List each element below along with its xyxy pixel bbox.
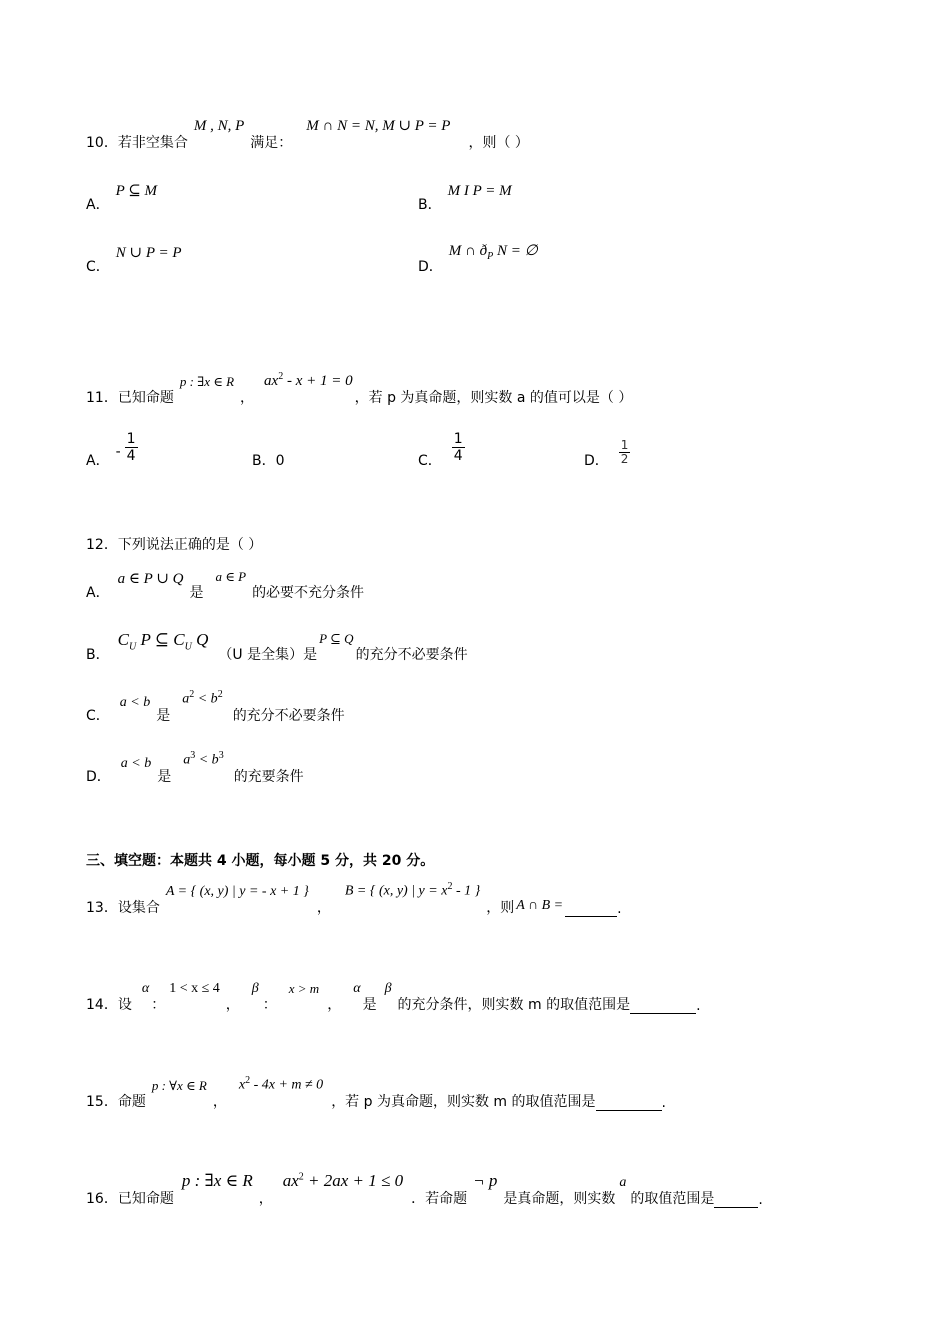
- q14-inequality-2: x > m: [288, 981, 320, 996]
- q11-separator: ，: [240, 390, 255, 406]
- superscript: 2: [298, 1171, 304, 1183]
- eq-part: + 2ax + 1 ≤ 0: [303, 1171, 404, 1190]
- q12-number: 12．: [86, 537, 118, 553]
- option-label: A．: [86, 453, 110, 469]
- q14-text-2: 是: [362, 997, 377, 1013]
- option-math: N ∪ P = P: [115, 245, 182, 261]
- q11-proposition: p : ∃x ∈ R: [179, 374, 235, 389]
- option-math: [449, 241, 538, 262]
- eq-part: - x + 1 = 0: [283, 373, 353, 389]
- q12-option-a[interactable]: [86, 569, 365, 602]
- q16-variable: a: [619, 1175, 627, 1190]
- c-symbol: C: [173, 629, 185, 649]
- p-part: P ⊆: [140, 629, 174, 649]
- q15-end: .: [661, 1095, 666, 1111]
- denominator: 4: [453, 448, 463, 464]
- q11-number: 11．: [86, 390, 118, 406]
- question-14: [86, 981, 701, 1014]
- beta-symbol: β: [384, 981, 392, 996]
- q16-text-1: 已知命题: [117, 1191, 174, 1207]
- q14-colon: ：: [151, 997, 166, 1013]
- q12-option-b[interactable]: [86, 629, 468, 664]
- u-subscript: U: [184, 641, 192, 652]
- alpha-symbol: α: [353, 981, 361, 996]
- option-math: a < b: [119, 695, 151, 710]
- option-text: 的充分不必要条件: [355, 647, 468, 663]
- set-part: B = { (x, y) | y = x: [344, 884, 448, 899]
- denominator: 2: [620, 452, 629, 466]
- math-part: < b: [195, 753, 219, 768]
- option-label: B．0: [252, 453, 285, 469]
- q10-option-c[interactable]: [86, 245, 188, 276]
- fraction: [125, 431, 138, 464]
- option-label: B．: [418, 197, 442, 213]
- complement-subscript: P: [487, 251, 494, 262]
- section-3-title: 三、填空题：本题共 4 小题，每小题 5 分，共 20 分。: [86, 853, 435, 869]
- fraction: [452, 431, 465, 464]
- q15-answer-blank[interactable]: [596, 1110, 662, 1111]
- option-text: 是: [157, 769, 172, 785]
- denominator: 4: [126, 448, 136, 464]
- eq-superscript: 2: [278, 371, 284, 382]
- q14-text-3: 的充分条件，则实数 m 的取值范围是: [397, 997, 631, 1013]
- q15-separator: ，: [212, 1094, 227, 1110]
- numerator: 1: [126, 431, 136, 447]
- q16-text-3: 是真命题，则实数: [503, 1191, 616, 1207]
- q16-number: 16．: [86, 1191, 118, 1207]
- c-symbol: C: [117, 629, 129, 649]
- option-math: M Ι P = M: [447, 183, 512, 199]
- option-math-main: M ∩ ð: [448, 243, 488, 259]
- option-math: P ⊆ M: [115, 183, 158, 199]
- option-label: C．: [86, 708, 110, 724]
- superscript: 2: [217, 689, 223, 701]
- option-label: C．: [418, 453, 442, 469]
- option-math: P ⊆ Q: [319, 631, 354, 646]
- q14-inequality-1: 1 < x ≤ 4: [169, 981, 220, 996]
- q10-condition: M ∩ N = N, M ∪ P = P: [306, 118, 451, 134]
- eq-part: x: [238, 1078, 246, 1093]
- q15-number: 15．: [86, 1094, 118, 1110]
- q16-separator: ，: [258, 1191, 273, 1207]
- q14-colon-2: ：: [262, 997, 277, 1013]
- q14-answer-blank[interactable]: [630, 1013, 696, 1014]
- option-text: 是: [189, 585, 204, 601]
- q15-proposition: p : ∀x ∈ R: [151, 1078, 207, 1093]
- q10-option-a[interactable]: [86, 183, 163, 214]
- q11-option-b[interactable]: [252, 446, 285, 470]
- option-label: D．: [86, 769, 111, 785]
- q10-option-d[interactable]: [418, 243, 544, 276]
- math-part: < b: [194, 692, 218, 707]
- q14-separator: ，: [225, 997, 240, 1013]
- q10-sets: M , N, P: [193, 118, 245, 134]
- q15-text-2: ，若 p 为真命题，则实数 m 的取值范围是: [331, 1094, 596, 1110]
- q14-separator-2: ，: [327, 997, 342, 1013]
- option-math: [182, 689, 222, 708]
- option-text: 的充分不必要条件: [232, 708, 345, 724]
- question-11: [86, 371, 633, 407]
- q14-number: 14．: [86, 997, 118, 1013]
- fraction: [619, 439, 631, 466]
- superscript: 2: [189, 689, 195, 701]
- q10-option-b[interactable]: [418, 183, 518, 214]
- question-12: [86, 530, 262, 554]
- q13-number: 13．: [86, 900, 118, 916]
- q16-proposition: p : ∃x ∈ R: [181, 1171, 253, 1190]
- option-label: A．: [86, 197, 110, 213]
- q11-option-d[interactable]: [584, 438, 630, 470]
- q13-end: .: [617, 901, 622, 917]
- q13-answer-blank[interactable]: [565, 916, 617, 917]
- minus-sign: -: [115, 444, 121, 460]
- q15-inequality: [239, 1075, 323, 1094]
- q10-text-1: 若非空集合: [117, 135, 188, 151]
- q14-text-1: 设: [117, 997, 132, 1013]
- q11-equation: [264, 371, 353, 390]
- q11-option-a[interactable]: [86, 431, 138, 470]
- q16-answer-blank[interactable]: [714, 1207, 758, 1208]
- option-text: （U 是全集）是: [218, 647, 318, 663]
- option-label: D．: [584, 453, 609, 469]
- q11-text-1: 已知命题: [117, 390, 174, 406]
- option-math: a ∈ P: [215, 569, 247, 584]
- set-part: - 1 }: [452, 884, 481, 899]
- option-math: a < b: [120, 756, 152, 771]
- beta-symbol: β: [251, 981, 259, 996]
- numerator: 1: [620, 438, 629, 452]
- option-math: [183, 750, 223, 769]
- q-part: Q: [196, 629, 209, 649]
- option-label: B．: [86, 647, 110, 663]
- option-text: 是: [156, 708, 171, 724]
- option-math: a ∈ P ∪ Q: [117, 571, 184, 587]
- question-13: [86, 881, 622, 917]
- eq-part: ax: [282, 1171, 299, 1190]
- alpha-symbol: α: [141, 981, 150, 996]
- q16-negation: ¬ p: [473, 1171, 498, 1190]
- u-subscript: U: [128, 641, 137, 652]
- complement-expression: [118, 630, 209, 652]
- q11-text-2: ，若 p 为真命题，则实数 a 的值可以是（ ）: [354, 390, 633, 406]
- q13-text-1: 设集合: [117, 900, 160, 916]
- q16-text-2: ．若命题: [411, 1191, 468, 1207]
- math-part: a: [183, 753, 191, 768]
- superscript: 3: [218, 750, 224, 762]
- q16-text-4: 的取值范围是: [630, 1191, 715, 1207]
- superscript: 3: [190, 750, 196, 762]
- q12-text: 下列说法正确的是（ ）: [117, 537, 263, 553]
- q10-number: 10．: [86, 135, 118, 151]
- q12-option-d[interactable]: [86, 750, 304, 786]
- q14-end: .: [696, 998, 701, 1014]
- option-label: D．: [418, 259, 443, 275]
- option-text: 的充要条件: [233, 769, 304, 785]
- option-text: 的必要不充分条件: [252, 585, 365, 601]
- math-part: a: [182, 692, 190, 707]
- question-10: [86, 118, 529, 152]
- q15-text-1: 命题: [117, 1094, 146, 1110]
- q13-set-b: [345, 881, 480, 900]
- option-label: C．: [86, 259, 110, 275]
- q13-separator: ，: [316, 900, 331, 916]
- eq-part: - 4x + m ≠ 0: [250, 1078, 324, 1093]
- q13-expression: A ∩ B =: [516, 898, 564, 913]
- numerator: 1: [453, 431, 463, 447]
- q11-option-c[interactable]: [418, 431, 465, 470]
- superscript: 2: [447, 881, 453, 893]
- q16-end: .: [758, 1192, 763, 1208]
- option-label: A．: [86, 585, 110, 601]
- q10-text-2: 满足：: [250, 135, 293, 151]
- q10-text-3: ，则（ ）: [468, 135, 529, 151]
- superscript: 2: [245, 1075, 251, 1087]
- q13-text-2: ，则: [486, 900, 515, 916]
- q16-inequality: [283, 1171, 403, 1191]
- q13-set-a: A = { (x, y) | y = - x + 1 }: [165, 884, 309, 899]
- q12-option-c[interactable]: [86, 689, 345, 725]
- eq-part: ax: [264, 373, 279, 389]
- option-math-rest: N = ∅: [496, 243, 538, 259]
